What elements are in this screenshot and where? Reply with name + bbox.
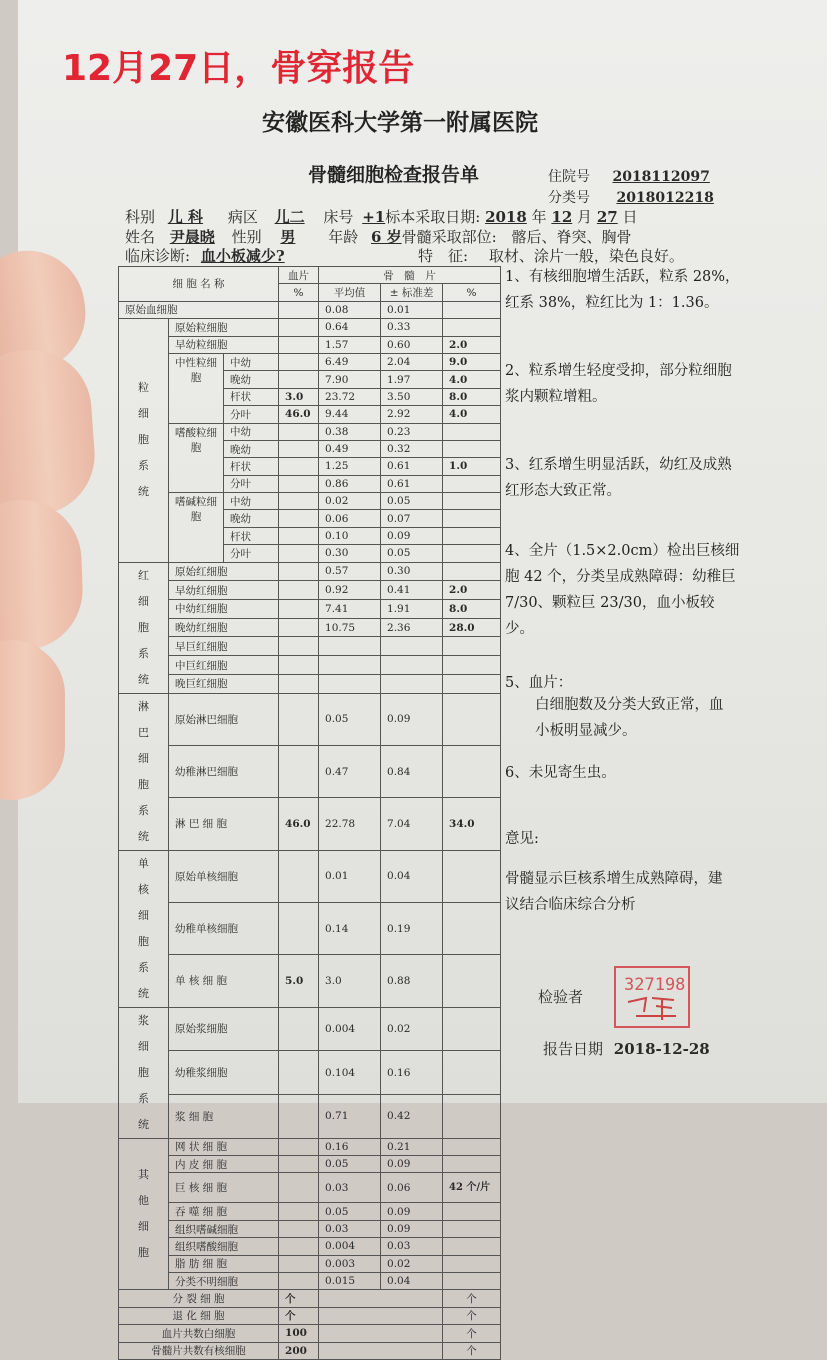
mean-value: 0.01 [319, 850, 381, 902]
mean-value: 0.015 [319, 1272, 381, 1289]
mean-value: 1.25 [319, 458, 381, 475]
footer-blood: 个 [279, 1290, 319, 1307]
footer-blood: 个 [279, 1307, 319, 1324]
mean-value: 0.05 [319, 1203, 381, 1220]
marrow-pct [443, 1156, 501, 1173]
table-row [119, 600, 501, 619]
group-label: 其他细胞 [119, 1138, 169, 1290]
mean-value: 0.02 [319, 493, 381, 510]
blood-pct [279, 902, 319, 954]
header-marrow-pct: % [443, 284, 501, 301]
marrow-pct [443, 301, 501, 318]
table-row [119, 301, 501, 318]
cell-name: 脂 肪 细 胞 [169, 1255, 279, 1272]
blood-pct [279, 693, 319, 745]
cell-name: 吞 噬 细 胞 [169, 1203, 279, 1220]
cell-name: 原始红细胞 [169, 562, 279, 581]
cell-name: 杆状 [224, 527, 279, 544]
svg-text:327198: 327198 [624, 975, 686, 995]
sd-value: 0.42 [381, 1094, 443, 1138]
blood-pct [279, 1220, 319, 1237]
header-blood-pct: % [279, 284, 319, 301]
cell-name: 早巨红细胞 [169, 637, 279, 656]
marrow-pct [443, 475, 501, 492]
sd-value: 2.04 [381, 353, 443, 370]
sd-value: 0.05 [381, 493, 443, 510]
table-row [119, 1220, 501, 1237]
sd-value: 0.61 [381, 475, 443, 492]
table-header [119, 267, 501, 284]
blood-pct [279, 475, 319, 492]
blood-pct [279, 1156, 319, 1173]
cell-name: 中幼 [224, 423, 279, 440]
mean-value: 1.57 [319, 336, 381, 353]
report-title: 骨髓细胞检查报告单 [308, 164, 480, 186]
marrow-pct [443, 510, 501, 527]
cell-name: 分叶 [224, 406, 279, 423]
cell-name: 中幼 [224, 353, 279, 370]
sd-value: 0.16 [381, 1051, 443, 1095]
blood-pct [279, 1173, 319, 1203]
cell-name: 晚幼 [224, 371, 279, 388]
table-row [119, 1007, 501, 1051]
mean-value: 0.92 [319, 581, 381, 600]
sd-value: 0.88 [381, 955, 443, 1007]
header-sd: ± 标准差 [381, 284, 443, 301]
blood-pct [279, 581, 319, 600]
marrow-pct [443, 850, 501, 902]
table-row [119, 353, 501, 370]
marrow-pct [443, 423, 501, 440]
mean-value: 0.003 [319, 1255, 381, 1272]
subgroup-label: 嗜酸粒细胞 [169, 423, 224, 493]
finding-5: 5、血片： [505, 675, 573, 691]
blood-pct [279, 423, 319, 440]
table-row [119, 656, 501, 675]
patient-row-2: 姓名 尹晨晓 性别 男 年龄 6 岁骨髓采取部位: 髂后、脊突、胸骨 [125, 228, 632, 246]
mean-value: 0.03 [319, 1220, 381, 1237]
sd-value: 0.30 [381, 562, 443, 581]
mean-value: 0.71 [319, 1094, 381, 1138]
group-label: 粒细胞系统 [119, 319, 169, 562]
footer-blank [319, 1342, 443, 1359]
marrow-pct [443, 637, 501, 656]
sd-value: 0.09 [381, 1156, 443, 1173]
blood-pct: 46.0 [279, 406, 319, 423]
sd-value: 0.32 [381, 440, 443, 457]
mean-value: 10.75 [319, 618, 381, 637]
table-row [119, 618, 501, 637]
marrow-pct: 4.0 [443, 406, 501, 423]
blood-pct [279, 618, 319, 637]
marrow-pct [443, 527, 501, 544]
cell-name: 晚巨红细胞 [169, 674, 279, 693]
blood-pct [279, 440, 319, 457]
blood-pct [279, 1007, 319, 1051]
marrow-pct: 8.0 [443, 600, 501, 619]
blood-pct [279, 656, 319, 675]
sd-value: 0.04 [381, 850, 443, 902]
marrow-pct: 28.0 [443, 618, 501, 637]
blood-pct [279, 371, 319, 388]
footer-row [119, 1342, 501, 1359]
marrow-pct [443, 319, 501, 336]
mean-value: 0.05 [319, 1156, 381, 1173]
mean-value: 0.49 [319, 440, 381, 457]
mean-value: 0.004 [319, 1007, 381, 1051]
group-label: 浆细胞系统 [119, 1007, 169, 1138]
blood-pct [279, 301, 319, 318]
sd-value: 0.09 [381, 527, 443, 544]
footer-marrow: 个 [443, 1342, 501, 1359]
marrow-pct [443, 440, 501, 457]
table-row [119, 693, 501, 745]
cell-count-table [118, 266, 501, 1360]
blood-pct [279, 527, 319, 544]
footer-marrow: 个 [443, 1290, 501, 1307]
sd-value: 0.09 [381, 1203, 443, 1220]
marrow-pct [443, 562, 501, 581]
table-row [119, 1138, 501, 1155]
cell-name: 分叶 [224, 475, 279, 492]
table-row [119, 850, 501, 902]
sd-value: 0.02 [381, 1255, 443, 1272]
cell-name: 晚幼红细胞 [169, 618, 279, 637]
marrow-pct [443, 902, 501, 954]
mean-value: 6.49 [319, 353, 381, 370]
cell-name: 杆状 [224, 458, 279, 475]
footer-blood: 100 [279, 1325, 319, 1342]
blood-pct [279, 637, 319, 656]
sd-value: 0.06 [381, 1173, 443, 1203]
sd-value: 0.21 [381, 1138, 443, 1155]
sd-value [381, 637, 443, 656]
finding-1: 1、有核细胞增生活跃，粒系 28%，红系 38%，粒红比为 1：1.36。 [505, 269, 740, 311]
sd-value: 0.09 [381, 693, 443, 745]
marrow-pct [443, 1203, 501, 1220]
mean-value: 0.16 [319, 1138, 381, 1155]
table-row [119, 562, 501, 581]
finding-6: 6、未见寄生虫。 [505, 765, 616, 781]
marrow-pct [443, 1051, 501, 1095]
footer-marrow: 个 [443, 1307, 501, 1324]
sd-value: 1.97 [381, 371, 443, 388]
sd-value: 0.04 [381, 1272, 443, 1289]
marrow-pct [443, 1094, 501, 1138]
blood-pct [279, 545, 319, 562]
marrow-pct [443, 1238, 501, 1255]
specimen-feature: 特 征: 取材、涂片一般，染色良好。 [418, 247, 684, 265]
table-row [119, 1173, 501, 1203]
sd-value: 0.01 [381, 301, 443, 318]
blood-pct [279, 1094, 319, 1138]
group-label: 单核细胞系统 [119, 850, 169, 1007]
table-row [119, 902, 501, 954]
cell-name: 幼稚淋巴细胞 [169, 745, 279, 797]
mean-value: 0.004 [319, 1238, 381, 1255]
sd-value [381, 656, 443, 675]
table-row [119, 581, 501, 600]
marrow-pct [443, 955, 501, 1007]
sd-value: 0.05 [381, 545, 443, 562]
cell-name: 幼稚浆细胞 [169, 1051, 279, 1095]
table-row [119, 1255, 501, 1272]
cell-name: 中幼 [224, 493, 279, 510]
sd-value [381, 674, 443, 693]
finding-4: 4、全片（1.5×2.0cm）检出巨核细胞 42 个，分类呈成熟障碍：幼稚巨 7/30、颗粒巨 23/30，血小板较少。 [505, 543, 740, 637]
cell-name: 原始血细胞 [119, 301, 279, 318]
table-row [119, 955, 501, 1007]
sd-value: 0.09 [381, 1220, 443, 1237]
marrow-pct [443, 1007, 501, 1051]
cell-name: 淋 巴 细 胞 [169, 798, 279, 850]
cell-name: 分类不明细胞 [169, 1272, 279, 1289]
table-row [119, 493, 501, 510]
table-body [119, 301, 501, 1359]
report-date: 报告日期 2018-12-28 [543, 1040, 710, 1058]
blood-pct: 5.0 [279, 955, 319, 1007]
blood-pct [279, 850, 319, 902]
sd-value: 1.91 [381, 600, 443, 619]
marrow-pct [443, 1255, 501, 1272]
sd-value: 2.92 [381, 406, 443, 423]
subgroup-label: 嗜碱粒细胞 [169, 493, 224, 563]
cell-name: 浆 细 胞 [169, 1094, 279, 1138]
marrow-pct [443, 693, 501, 745]
mean-value [319, 637, 381, 656]
blood-pct [279, 493, 319, 510]
cell-name: 网 状 细 胞 [169, 1138, 279, 1155]
table-row [119, 1094, 501, 1138]
table-row [119, 1051, 501, 1095]
blood-pct [279, 1051, 319, 1095]
cell-name: 原始浆细胞 [169, 1007, 279, 1051]
blood-pct [279, 674, 319, 693]
marrow-pct: 42 个/片 [443, 1173, 501, 1203]
sd-value: 0.61 [381, 458, 443, 475]
blood-pct [279, 745, 319, 797]
blood-pct [279, 1138, 319, 1155]
finding-2: 2、粒系增生轻度受抑，部分粒细胞浆内颗粒增粗。 [505, 363, 732, 405]
finding-5-detail: 白细胞数及分类大致正常，血小板明显减少。 [535, 697, 724, 739]
mean-value: 3.0 [319, 955, 381, 1007]
subgroup-label: 中性粒细胞 [169, 353, 224, 423]
cell-name: 晚幼 [224, 510, 279, 527]
table-row [119, 745, 501, 797]
cell-name: 晚幼 [224, 440, 279, 457]
mean-value: 0.64 [319, 319, 381, 336]
marrow-pct [443, 745, 501, 797]
opinion-label: 意见: [505, 831, 539, 847]
admission-number: 住院号 2018112097 [548, 169, 710, 185]
cell-name: 组织嗜酸细胞 [169, 1238, 279, 1255]
sd-value: 0.84 [381, 745, 443, 797]
table-row [119, 336, 501, 353]
sd-value: 0.02 [381, 1007, 443, 1051]
mean-value: 23.72 [319, 388, 381, 405]
mean-value: 22.78 [319, 798, 381, 850]
stamp-graphic [616, 968, 688, 1026]
cell-name: 分叶 [224, 545, 279, 562]
opinion-text: 骨髓显示巨核系增生成熟障碍，建议结合临床综合分析 [505, 871, 723, 913]
mean-value [319, 656, 381, 675]
blood-pct: 3.0 [279, 388, 319, 405]
mean-value [319, 674, 381, 693]
footer-blank [319, 1290, 443, 1307]
cell-name: 早幼粒细胞 [169, 336, 279, 353]
cell-name: 巨 核 细 胞 [169, 1173, 279, 1203]
mean-value: 0.47 [319, 745, 381, 797]
footer-row [119, 1307, 501, 1324]
blood-pct [279, 336, 319, 353]
marrow-pct: 2.0 [443, 336, 501, 353]
group-label: 红细胞系统 [119, 562, 169, 693]
marrow-pct: 34.0 [443, 798, 501, 850]
patient-row-1: 科别 儿 科 病区 儿二 床号 +1标本采取日期: 2018 年 12 月 27 日 [125, 208, 638, 226]
sd-value: 0.33 [381, 319, 443, 336]
marrow-pct: 9.0 [443, 353, 501, 370]
hospital-name: 安徽医科大学第一附属医院 [262, 109, 538, 136]
mean-value: 7.41 [319, 600, 381, 619]
inspector-stamp [614, 966, 690, 1028]
footer-name: 骨髓片共数有核细胞 [119, 1342, 279, 1359]
blood-pct [279, 1203, 319, 1220]
table-row [119, 319, 501, 336]
cell-name: 杆状 [224, 388, 279, 405]
overlay-title: 12月27日，骨穿报告 [62, 48, 415, 89]
header-cell-name: 细 胞 名 称 [119, 267, 279, 302]
group-label: 淋巴细胞系统 [119, 693, 169, 850]
cell-name: 组织嗜碱细胞 [169, 1220, 279, 1237]
mean-value: 0.38 [319, 423, 381, 440]
table-row [119, 1203, 501, 1220]
footer-name: 分 裂 细 胞 [119, 1290, 279, 1307]
marrow-pct [443, 1272, 501, 1289]
sd-value: 0.19 [381, 902, 443, 954]
marrow-pct [443, 1220, 501, 1237]
footer-row [119, 1325, 501, 1342]
sd-value: 2.36 [381, 618, 443, 637]
marrow-pct [443, 493, 501, 510]
sd-value: 3.50 [381, 388, 443, 405]
blood-pct [279, 1272, 319, 1289]
mean-value: 0.10 [319, 527, 381, 544]
cell-name: 早幼红细胞 [169, 581, 279, 600]
footer-row [119, 1290, 501, 1307]
blood-pct [279, 319, 319, 336]
marrow-pct: 4.0 [443, 371, 501, 388]
patient-row-3: 临床诊断: 血小板减少? [125, 247, 285, 265]
table-row [119, 674, 501, 693]
sd-value: 0.03 [381, 1238, 443, 1255]
marrow-pct [443, 656, 501, 675]
footer-marrow: 个 [443, 1325, 501, 1342]
header-blood: 血片 [279, 267, 319, 284]
table-row [119, 1272, 501, 1289]
marrow-pct [443, 674, 501, 693]
mean-value: 0.05 [319, 693, 381, 745]
cell-name: 原始淋巴细胞 [169, 693, 279, 745]
footer-name: 退 化 细 胞 [119, 1307, 279, 1324]
cell-name: 幼稚单核细胞 [169, 902, 279, 954]
marrow-pct [443, 1138, 501, 1155]
mean-value: 0.86 [319, 475, 381, 492]
marrow-pct: 8.0 [443, 388, 501, 405]
table-row [119, 423, 501, 440]
footer-name: 血片共数白细胞 [119, 1325, 279, 1342]
cell-name: 中幼红细胞 [169, 600, 279, 619]
mean-value: 7.90 [319, 371, 381, 388]
sd-value: 0.41 [381, 581, 443, 600]
blood-pct [279, 510, 319, 527]
footer-blank [319, 1325, 443, 1342]
table-row [119, 1156, 501, 1173]
category-number: 分类号 2018012218 [548, 190, 714, 206]
mean-value: 0.06 [319, 510, 381, 527]
cell-name: 原始单核细胞 [169, 850, 279, 902]
header-marrow: 骨 髓 片 [319, 267, 501, 284]
blood-pct [279, 1238, 319, 1255]
hand-photo [0, 250, 118, 810]
blood-pct [279, 353, 319, 370]
table-row [119, 637, 501, 656]
sd-value: 0.60 [381, 336, 443, 353]
blood-pct [279, 562, 319, 581]
cell-name: 单 核 细 胞 [169, 955, 279, 1007]
marrow-pct: 2.0 [443, 581, 501, 600]
finding-3: 3、红系增生明显活跃，幼红及成熟红形态大致正常。 [505, 457, 732, 499]
marrow-pct [443, 545, 501, 562]
header-mean: 平均值 [319, 284, 381, 301]
cell-name: 原始粒细胞 [169, 319, 279, 336]
footer-blank [319, 1307, 443, 1324]
mean-value: 0.57 [319, 562, 381, 581]
cell-name: 内 皮 细 胞 [169, 1156, 279, 1173]
blood-pct: 46.0 [279, 798, 319, 850]
mean-value: 9.44 [319, 406, 381, 423]
footer-blood: 200 [279, 1342, 319, 1359]
blood-pct [279, 600, 319, 619]
mean-value: 0.08 [319, 301, 381, 318]
cell-name: 中巨红细胞 [169, 656, 279, 675]
sd-value: 7.04 [381, 798, 443, 850]
sd-value: 0.23 [381, 423, 443, 440]
table-row [119, 1238, 501, 1255]
sd-value: 0.07 [381, 510, 443, 527]
mean-value: 0.03 [319, 1173, 381, 1203]
mean-value: 0.30 [319, 545, 381, 562]
inspector-label: 检验者 [538, 988, 584, 1006]
blood-pct [279, 1255, 319, 1272]
blood-pct [279, 458, 319, 475]
mean-value: 0.14 [319, 902, 381, 954]
marrow-pct: 1.0 [443, 458, 501, 475]
table-row [119, 798, 501, 850]
mean-value: 0.104 [319, 1051, 381, 1095]
